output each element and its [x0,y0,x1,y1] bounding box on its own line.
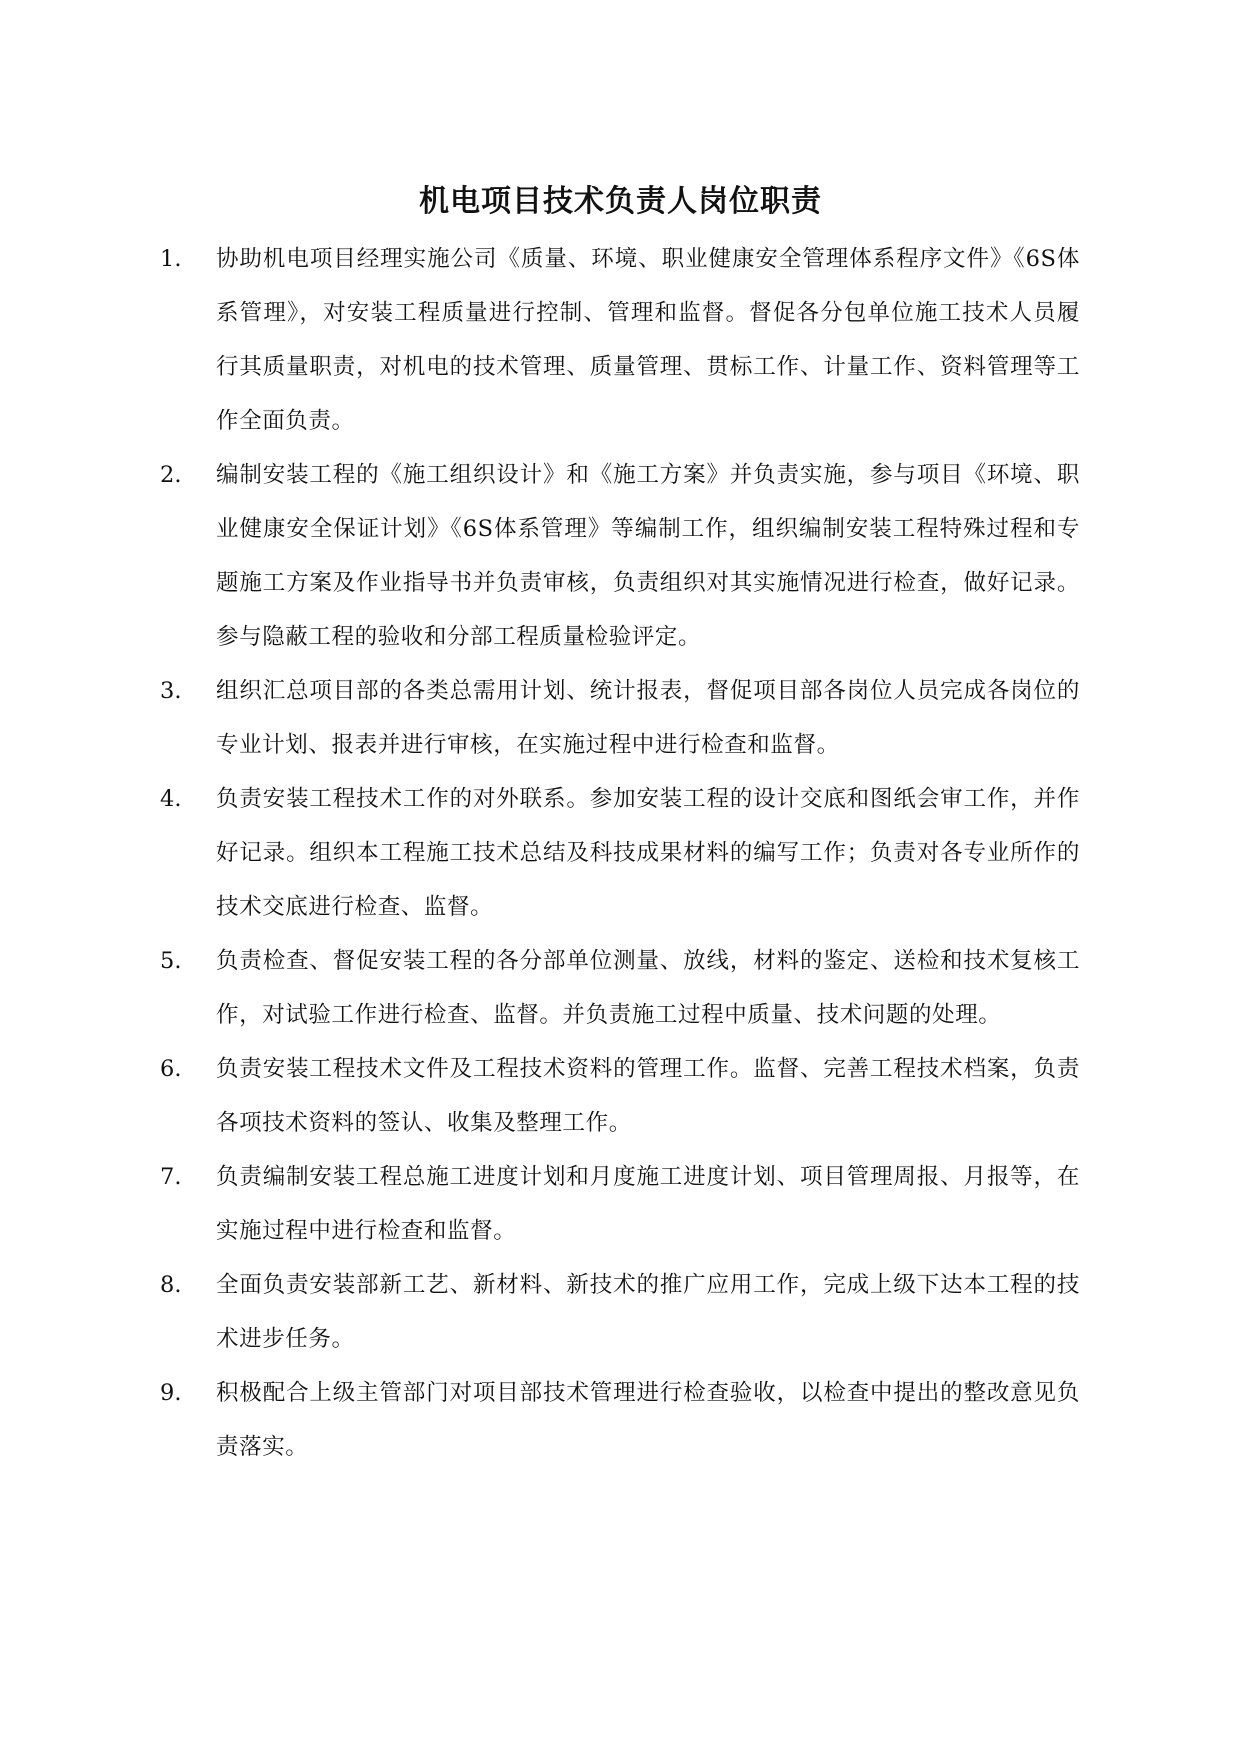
duty-item-2 [160,448,1080,664]
duty-number: 6. [160,1056,182,1082]
duty-number: 7. [160,1164,182,1190]
duty-text: 组织汇总项目部的各类总需用计划、统计报表，督促项目部各岗位人员完成各岗位的专业计划、报表并进行审核，在实施过程中进行检查和监督。 [216,678,1080,758]
duty-item-7 [160,1150,1080,1258]
duty-number: 1. [160,246,182,272]
duty-number: 2. [160,462,182,488]
duty-item-8 [160,1258,1080,1366]
duty-number: 8. [160,1272,182,1298]
duty-text: 负责安装工程技术文件及工程技术资料的管理工作。监督、完善工程技术档案，负责各项技术资料的签认、收集及整理工作。 [216,1056,1080,1136]
duty-list [160,232,1080,1474]
duty-item-1 [160,232,1080,448]
page-title: 机电项目技术负责人岗位职责 [419,184,822,219]
duty-text: 编制安装工程的《施工组织设计》和《施工方案》并负责实施，参与项目《环境、职业健康安全保证计划》《6S体系管理》等编制工作，组织编制安装工程特殊过程和专题施工方案及作业指导书并负责审核，负责组织对其实施情况进行检查，做好记录。参与隐蔽工程的验收和分部工程质量检验评定。 [216,462,1080,650]
duty-item-4 [160,772,1080,934]
duty-item-6 [160,1042,1080,1150]
duty-text: 全面负责安装部新工艺、新材料、新技术的推广应用工作，完成上级下达本工程的技术进步任务。 [216,1272,1080,1352]
duty-number: 5. [160,948,182,974]
duty-item-9 [160,1366,1080,1474]
duty-text: 负责编制安装工程总施工进度计划和月度施工进度计划、项目管理周报、月报等，在实施过程中进行检查和监督。 [216,1164,1080,1244]
duty-item-3 [160,664,1080,772]
duty-text: 积极配合上级主管部门对项目部技术管理进行检查验收，以检查中提出的整改意见负责落实。 [216,1380,1080,1460]
duty-number: 3. [160,678,182,704]
duty-text: 负责检查、督促安装工程的各分部单位测量、放线，材料的鉴定、送检和技术复核工作，对试验工作进行检查、监督。并负责施工过程中质量、技术问题的处理。 [216,948,1080,1028]
duty-number: 9. [160,1380,182,1406]
duty-item-5 [160,934,1080,1042]
duty-number: 4. [160,786,182,812]
duty-text: 协助机电项目经理实施公司《质量、环境、职业健康安全管理体系程序文件》《6S体系管理》，对安装工程质量进行控制、管理和监督。督促各分包单位施工技术人员履行其质量职责，对机电的技术管理、质量管理、贯标工作、计量工作、资料管理等工作全面负责。 [216,246,1080,434]
duty-text: 负责安装工程技术工作的对外联系。参加安装工程的设计交底和图纸会审工作，并作好记录。组织本工程施工技术总结及科技成果材料的编写工作；负责对各专业所作的技术交底进行检查、监督。 [216,786,1080,920]
